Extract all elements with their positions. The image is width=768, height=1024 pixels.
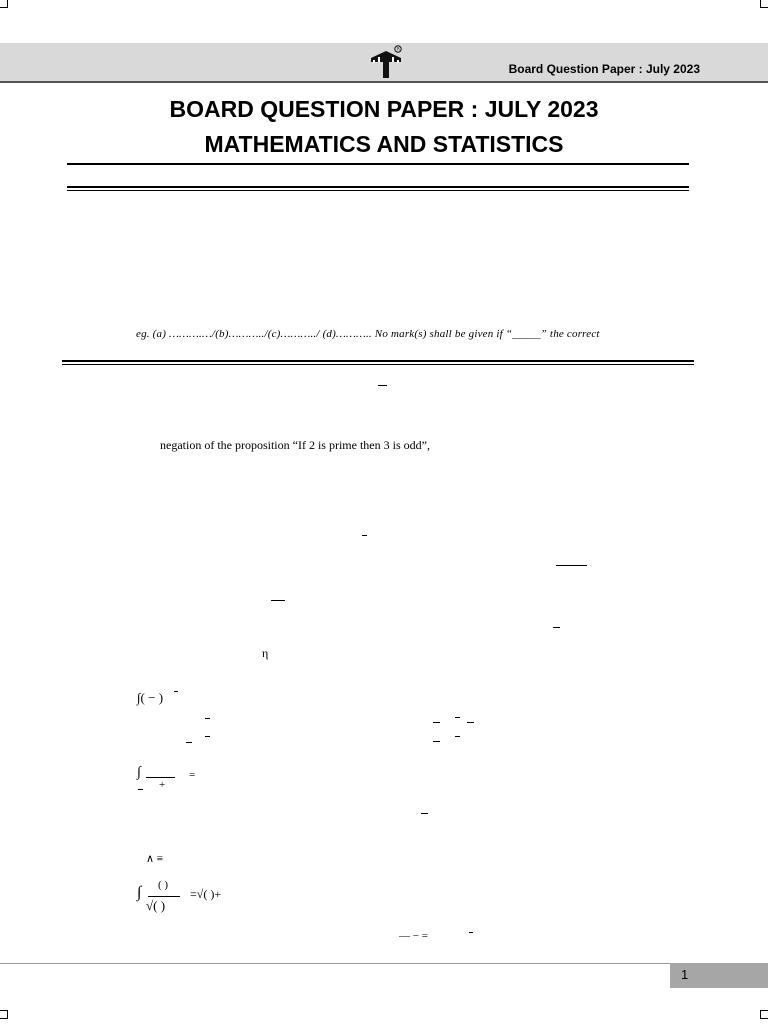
instruction-example-note: eg. (a) ……….…/(b)………../(c)………../ (d)……….. No mark(s) shall be given if “_____” the correct xyxy=(136,328,600,340)
last-equation: — − = xyxy=(399,930,428,942)
sqrt-denominator: √( ) xyxy=(146,898,166,913)
math-fragment xyxy=(553,627,560,628)
math-fragment xyxy=(455,717,460,718)
page-number: 1 xyxy=(681,967,689,982)
math-fragment xyxy=(469,932,473,933)
page-title: BOARD QUESTION PAPER : JULY 2023 xyxy=(169,96,599,122)
math-fragment xyxy=(421,813,428,814)
section-dash xyxy=(378,385,387,386)
math-fragment xyxy=(467,722,474,723)
crop-mark-bottom-right xyxy=(760,1010,768,1019)
math-fragment xyxy=(174,691,178,692)
numerator-parens: ( ) xyxy=(158,879,169,891)
math-fragment xyxy=(186,742,192,743)
logic-symbols: ∧ ≡ xyxy=(146,853,164,865)
section-rule-bottom xyxy=(62,364,694,365)
math-fragment xyxy=(362,535,367,536)
math-fragment xyxy=(455,736,460,737)
double-rule-top xyxy=(67,186,689,188)
integral-symbol: ∫ xyxy=(137,765,141,780)
math-fraction-bar xyxy=(271,600,285,601)
svg-text:R: R xyxy=(396,47,400,53)
crop-mark-top-left xyxy=(0,0,8,8)
running-header-title: Board Question Paper : July 2023 xyxy=(508,62,700,76)
section-rule-top xyxy=(62,360,694,362)
footer-rule xyxy=(0,963,768,964)
publisher-logo-icon xyxy=(368,44,404,80)
math-fragment xyxy=(433,741,440,742)
question-negation-text: negation of the proposition “If 2 is prime then 3 is odd”, xyxy=(160,438,430,452)
equals-sign: = xyxy=(189,769,196,781)
crop-mark-top-right xyxy=(760,0,768,8)
math-fragment xyxy=(433,722,440,723)
crop-mark-bottom-left xyxy=(0,1010,8,1019)
math-fraction-bar xyxy=(556,565,587,566)
integral-power-expression: ∫( − ) xyxy=(137,690,164,705)
math-fragment xyxy=(205,718,210,719)
eta-symbol: η xyxy=(262,646,269,660)
double-rule-bottom xyxy=(67,190,689,191)
sqrt-expression: =√( )+ xyxy=(190,887,222,901)
math-fragment xyxy=(205,736,210,737)
math-fraction-bar xyxy=(146,777,175,778)
plus-sign: + xyxy=(159,779,166,791)
math-fragment xyxy=(138,789,143,790)
page-subtitle: MATHEMATICS AND STATISTICS xyxy=(204,131,564,157)
math-fraction-bar xyxy=(148,896,180,897)
title-rule xyxy=(67,163,689,165)
integral-symbol: ∫ xyxy=(137,884,142,901)
